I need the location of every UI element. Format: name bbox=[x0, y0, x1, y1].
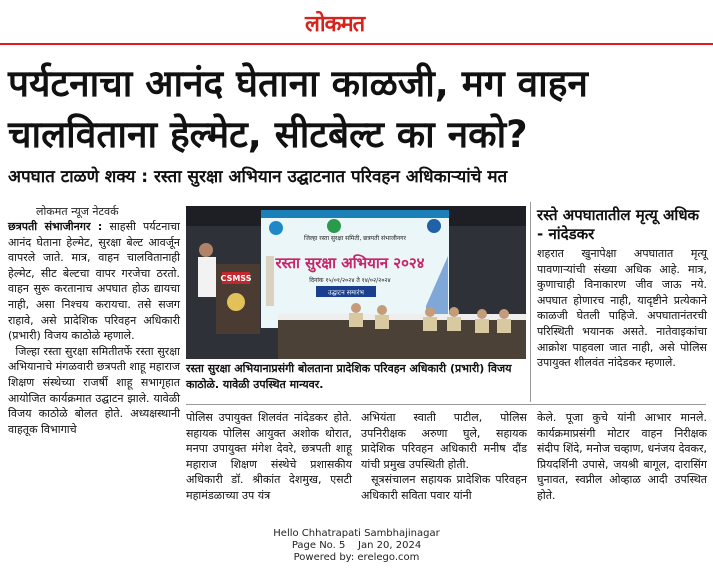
headline: पर्यटनाचा आनंद घेताना काळजी, मग वाहन चालविताना हेल्मेट, सीटबेल्ट का नको? bbox=[8, 62, 588, 156]
article-text: सूत्रसंचालन सहायक प्रादेशिक परिवहन अधिकारी सविता पवार यांनी bbox=[361, 473, 527, 502]
masthead-rule bbox=[0, 43, 713, 45]
dateline: छत्रपती संभाजीनगर : bbox=[8, 220, 103, 233]
masthead bbox=[0, 0, 713, 44]
event-photo-graphic bbox=[186, 206, 526, 359]
sidebar-title: रस्ते अपघातातील मृत्यू अधिक - नांदेडकर bbox=[537, 206, 700, 243]
photo-caption: रस्ता सुरक्षा अभियानाप्रसंगी बोलताना प्रादेशिक परिवहन अधिकारी (प्रभारी) विजय काठोळे. यावेळी उपस्थित मान्यवर. bbox=[186, 362, 512, 391]
podium-text: CSMSS bbox=[220, 274, 252, 283]
sidebar-text: शहरात खुनापेक्षा अपघातात मृत्यू पावणाऱ्यांची संख्या अधिक आहे. मात्र, कुणाचाही विनाकारण जीव जाऊ नये. अपघात होणारच नाही, यादृष्टीने प्रत्येकाने काळजी घेतली पाहिजे. अपघातानंतरची परिस्थिती भयानक असते. नातेवाइकांचा आक्रोश पाहवला जात नाही, असे पोलिस उपायुक्त शीलवंत नांदेडकर म्हणाले. bbox=[537, 247, 707, 370]
subheadline: अपघात टाळणे शक्य : रस्ता सुरक्षा अभियान उद्घाटनात परिवहन अधिकाऱ्यांचे मत bbox=[8, 167, 508, 187]
article-column-1 bbox=[8, 219, 180, 437]
section-divider bbox=[186, 404, 706, 405]
article-column-4 bbox=[537, 410, 707, 504]
article-column-2 bbox=[186, 410, 352, 504]
footer-page-date: Page No. 5 Jan 20, 2024 bbox=[291, 540, 422, 551]
article-paragraph bbox=[8, 219, 180, 344]
article-text: जिल्हा रस्ता सुरक्षा समितीतर्फे रस्ता सुरक्षा अभियानाचे मंगळवारी छत्रपती शाहू महाराज शिक्षण संस्थेच्या राजर्षी शाहू सभागृहात आयोजित कार्यक्रमात उद्घाटन झाले. यावेळी विजय काठोळे बोलत होते. अध्यक्षस्थानी वाहतूक विभागाचे bbox=[8, 344, 180, 436]
newspaper-logo: लोकमत bbox=[305, 12, 365, 37]
article-text: केले. पूजा कुचे यांनी आभार मानले. कार्यक्रमाप्रसंगी मोटार वाहन निरीक्षक संदीप शिंदे, मनोज चव्हाण, धनंजय देवकर, प्रियदर्शिनी उपासे, जयश्री बागूल, दारासिंग घुनावत, स्वप्नील ओव्हाळ आदी उपस्थित होते. bbox=[537, 411, 707, 502]
article-text: साहसी पर्यटनाचा आनंद घेताना हेल्मेट, सुरक्षा बेल्ट आवर्जून वापरले जाते. मात्र, वाहन चालवितानाही हेल्मेट, सीट बेल्टचा वापर गरजेचा ठरतो. वाहन सुरू करतानाच अपघात होऊ द्यायचा नाही, असा निश्चय करायचा. तसे सजग राहावे, असे प्रादेशिक परिवहन अधिकारी (प्रभारी) विजय काठोळे म्हणाले. bbox=[8, 220, 180, 343]
byline: लोकमत न्यूज नेटवर्क bbox=[36, 205, 119, 218]
event-photo bbox=[186, 206, 526, 359]
article-text: पोलिस उपायुक्त शिलवंत नांदेडकर होते. सहायक पोलिस आयुक्त अशोक थोरात, मनपा उपायुक्त मंगेश देवरे, छत्रपती शाहू महाराज शिक्षण संस्थेचे प्रशासकीय अधिकारी डॉ. श्रीकांत देशमुख, एसटी महामंडळाच्या उप यंत्र bbox=[186, 411, 352, 502]
article-paragraph bbox=[361, 472, 527, 503]
article-paragraph bbox=[8, 344, 180, 438]
column-divider bbox=[530, 202, 531, 402]
banner-small-text: जिल्हा रस्ता सुरक्षा समिती, छत्रपती संभाजीनगर bbox=[304, 235, 406, 242]
banner-title: रस्ता सुरक्षा अभियान २०२४ bbox=[275, 254, 425, 272]
footer-edition: Hello Chhatrapati Sambhajinagar bbox=[273, 528, 440, 539]
article-text: अभियंता स्वाती पाटील, पोलिस उपनिरीक्षक अरुणा घुले, सहायक प्रादेशिक परिवहन अधिकारी मनीष दौंड यांची प्रमुख उपस्थिती होती. bbox=[361, 411, 527, 471]
page-footer bbox=[0, 528, 713, 564]
article-column-3 bbox=[361, 410, 527, 504]
banner-dates: दिनांक १५/०१/२०२४ ते १४/०२/२०२४ bbox=[309, 277, 391, 284]
footer-powered-by: Powered by: erelego.com bbox=[293, 552, 420, 563]
banner-button-text: उद्घाटन समारंभ bbox=[328, 288, 364, 297]
